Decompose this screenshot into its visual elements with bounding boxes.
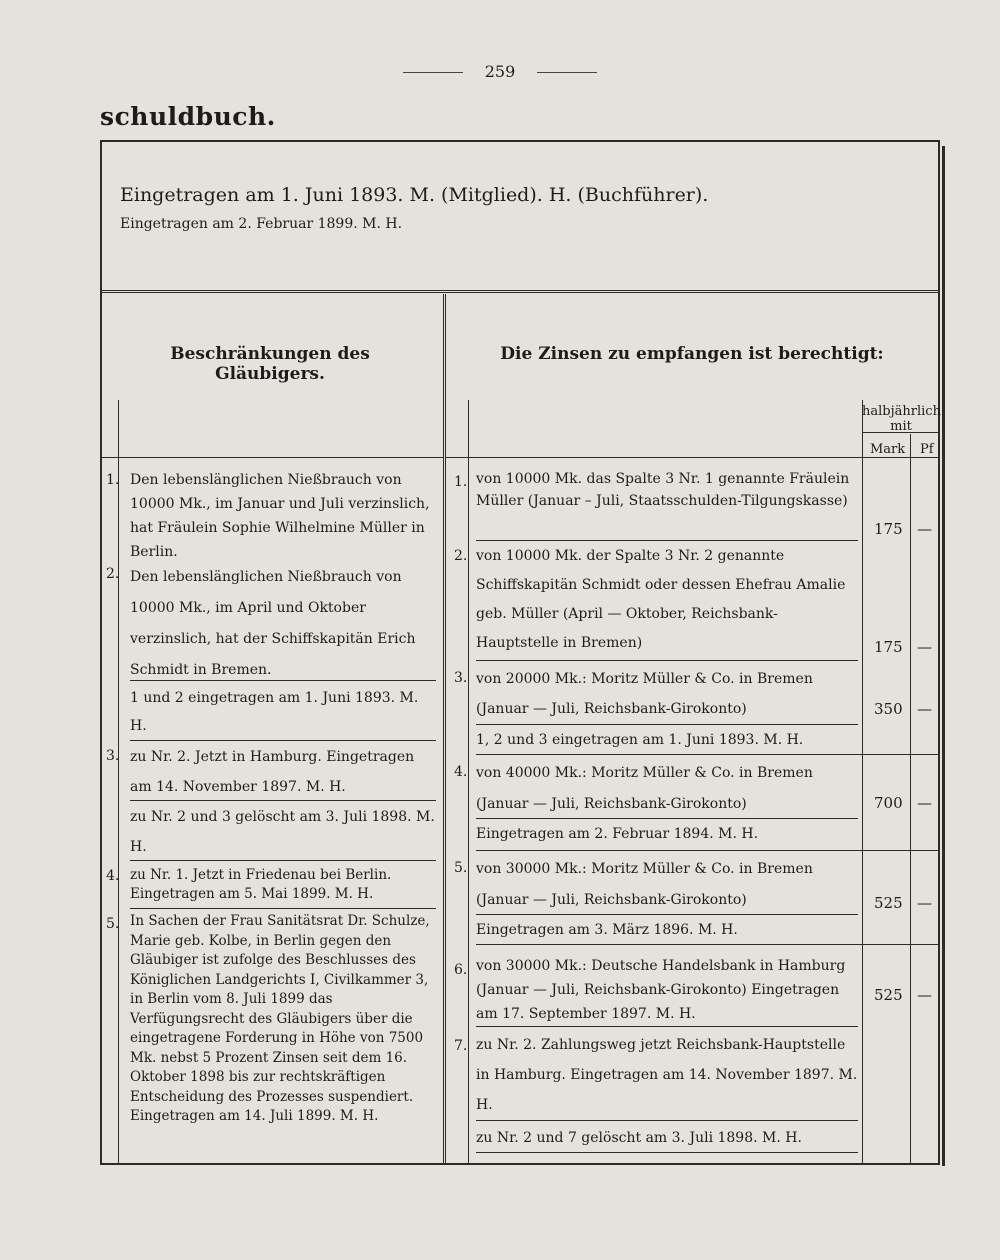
right-row-text: von 20000 Mk.: Moritz Müller & Co. in Bremen (Januar — Juli, Reichsbank-Girokonto) (476, 671, 813, 717)
right-row-text: zu Nr. 2 und 7 gelöscht am 3. Juli 1898. M. H. (476, 1130, 802, 1146)
registration-box (102, 142, 938, 293)
left-row-number: 2. (106, 566, 120, 582)
left-column-title: Beschränkungen des Gläubigers. (170, 344, 370, 384)
row-rule (476, 724, 858, 725)
left-row-number: 1. (106, 472, 120, 488)
left-row-text: zu Nr. 2 und 3 gelöscht am 3. Juli 1898. M. H. (130, 809, 435, 855)
right-row-text: zu Nr. 2. Zahlungsweg jetzt Reichsbank-Hauptstelle in Hamburg. Eingetragen am 14. November 1897. M. H. (476, 1037, 858, 1113)
right-row-number: 7. (454, 1038, 468, 1054)
left-row-text: 1 und 2 eingetragen am 1. Juni 1893. M. H. (130, 690, 419, 734)
pf-amount: — (917, 986, 932, 1004)
page-number (0, 62, 1000, 81)
row-rule (476, 754, 938, 755)
right-number-rule (468, 400, 469, 1165)
row-rule (130, 800, 436, 801)
right-row-text: Eingetragen am 3. März 1896. M. H. (476, 922, 738, 938)
mark-amount: 175 (874, 638, 903, 656)
pf-amount: — (917, 520, 932, 538)
row-rule (476, 818, 858, 819)
pf-column-label: Pf (920, 442, 934, 457)
row-rule (130, 860, 436, 861)
row-rule (476, 914, 858, 915)
pf-amount: — (917, 794, 932, 812)
mark-amount: 525 (874, 894, 903, 912)
right-row-text: von 30000 Mk.: Moritz Müller & Co. in Bremen (Januar — Juli, Reichsbank-Girokonto) (476, 861, 813, 908)
right-row-number: 2. (454, 548, 468, 564)
right-row-number: 3. (454, 670, 468, 686)
right-row-number: 1. (454, 474, 468, 490)
left-row-number: 4. (106, 868, 120, 884)
rule-right (537, 72, 597, 73)
right-row-text: von 10000 Mk. das Spalte 3 Nr. 1 genannte Fräulein Müller (Januar – Juli, Staatsschulden-Tilgungskasse) (476, 471, 850, 509)
left-row-number: 5. (106, 916, 120, 932)
row-rule (476, 660, 858, 661)
right-column-title: Die Zinsen zu empfangen ist berechtigt: (500, 344, 884, 364)
pf-column-rule (910, 434, 911, 1165)
row-rule (476, 1026, 858, 1027)
frame-edge (942, 146, 945, 1166)
left-row-text: zu Nr. 1. Jetzt in Friedenau bei Berlin. Eingetragen am 5. Mai 1899. M. H. (130, 867, 392, 902)
mark-amount: 700 (874, 794, 903, 812)
right-header-rule (446, 457, 938, 458)
right-row-text: von 40000 Mk.: Moritz Müller & Co. in Bremen (Januar — Juli, Reichsbank-Girokonto) (476, 765, 813, 812)
left-row-text: In Sachen der Frau Sanitätsrat Dr. Schulze, Marie geb. Kolbe, in Berlin gegen den Gläubiger ist zufolge des Beschlusses des Königlichen Landgerichts I, Civilkammer 3, in Berlin vom 8. Juli 1899 das Verfügungsrecht des Gläubigers über die eingetragene Forderung in Höhe von 7500 Mk. nebst 5 Prozent Zinsen seit dem 16. Oktober 1898 bis zur rechtskräftigen Entscheidung des Prozesses suspendiert. Eingetragen am 14. Juli 1899. M. H. (130, 913, 430, 1124)
right-row-text: Eingetragen am 2. Februar 1894. M. H. (476, 826, 759, 842)
left-row-number: 3. (106, 748, 120, 764)
row-rule (476, 944, 938, 945)
row-rule (476, 850, 938, 851)
left-row-text: zu Nr. 2. Jetzt in Hamburg. Eingetragen am 14. November 1897. M. H. (130, 749, 415, 795)
pf-amount: — (917, 638, 932, 656)
registration-entry-2: Eingetragen am 2. Februar 1899. M. H. (120, 216, 403, 232)
right-row-number: 4. (454, 764, 468, 780)
page-number-text: 259 (484, 62, 516, 81)
right-row-number: 6. (454, 962, 468, 978)
row-rule (130, 908, 436, 909)
ledger-frame (100, 140, 940, 1165)
mark-amount: 175 (874, 520, 903, 538)
row-rule (130, 740, 436, 741)
mark-amount: 350 (874, 700, 903, 718)
left-header-rule (102, 457, 443, 458)
mark-column-label: Mark (870, 442, 906, 457)
row-rule (130, 680, 436, 681)
amount-header: halbjährlich mit (862, 404, 941, 434)
page-heading: schuldbuch. (100, 102, 276, 131)
registration-entry-1: Eingetragen am 1. Juni 1893. M. (Mitglied). H. (Buchführer). (120, 184, 709, 206)
row-rule (476, 1120, 858, 1121)
rule-left (403, 72, 463, 73)
column-divider (443, 294, 446, 1164)
left-row-text: Den lebenslänglichen Nießbrauch von 10000 Mk., im April und Oktober verzinslich, hat der Schiffskapitän Erich Schmidt in Bremen. (130, 569, 416, 678)
right-row-text: 1, 2 und 3 eingetragen am 1. Juni 1893. M. H. (476, 732, 804, 748)
mark-column-rule (862, 400, 863, 1165)
right-row-text: von 10000 Mk. der Spalte 3 Nr. 2 genannte Schiffskapitän Schmidt oder dessen Ehefrau Amalie geb. Müller (April — Oktober, Reichsbank-Hauptstelle in Bremen) (476, 548, 846, 651)
right-row-text: von 30000 Mk.: Deutsche Handelsbank in Hamburg (Januar — Juli, Reichsbank-Girokonto) Eingetragen am 17. September 1897. M. H. (476, 958, 846, 1022)
left-number-rule (118, 400, 119, 1165)
pf-amount: — (917, 894, 932, 912)
left-row-text: Den lebenslänglichen Nießbrauch von 10000 Mk., im Januar und Juli verzinslich, hat Fräulein Sophie Wilhelmine Müller in Berlin. (130, 472, 430, 560)
mark-amount: 525 (874, 986, 903, 1004)
right-row-number: 5. (454, 860, 468, 876)
row-rule (476, 540, 858, 541)
row-rule (476, 1152, 858, 1153)
pf-amount: — (917, 700, 932, 718)
